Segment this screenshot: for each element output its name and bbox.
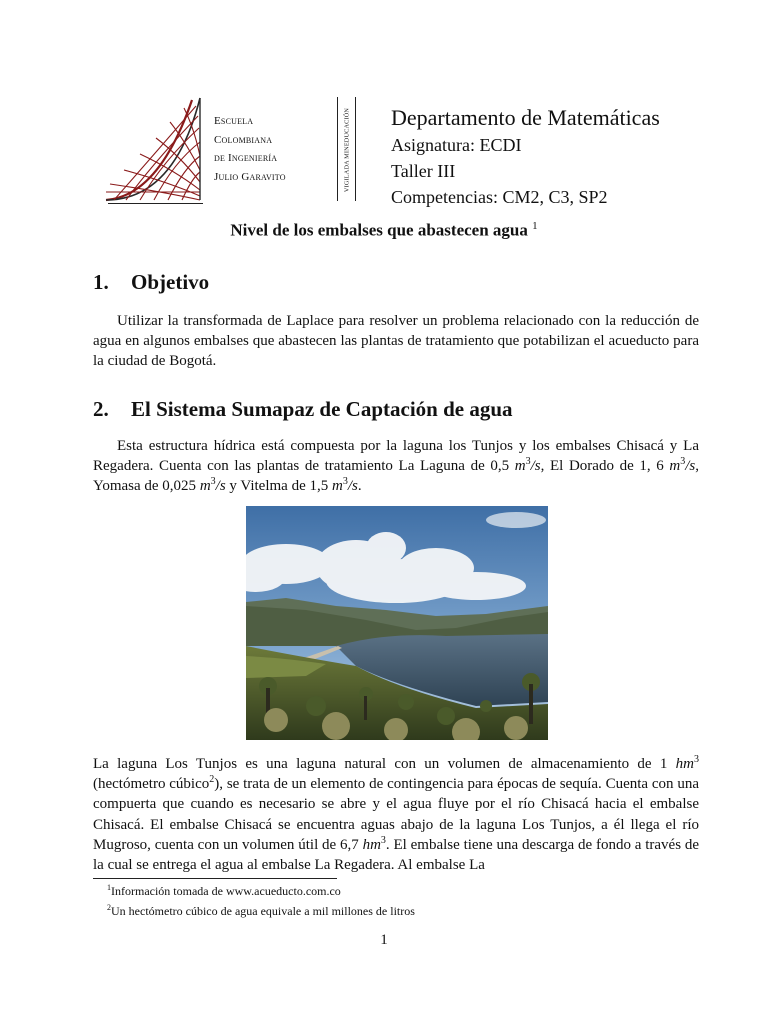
text-run: y Vitelma de 1,5 [225, 478, 332, 495]
header-divider [337, 97, 338, 201]
text-run: Esta estructura hídrica está compuesta por la laguna los Tunjos y los embalses Chisacá y La Regadera. Cuenta con las plantas de tratamiento La Laguna de 0,5 [93, 438, 699, 475]
exponent: 3 [342, 476, 348, 488]
competencies: Competencias: CM2, C3, SP2 [391, 187, 608, 207]
department-name: Departamento de Matemáticas [391, 105, 660, 130]
section-number: 2. [93, 397, 109, 421]
school-name-line: Julio Garavito [214, 170, 286, 183]
grid-curve-logo-icon [104, 96, 204, 202]
unit: /s [347, 478, 358, 495]
footnote [107, 900, 415, 920]
lake-photo [246, 506, 548, 740]
school-name-line: Escuela [214, 115, 254, 127]
text-run: ), se trata de un elemento de contingencia para épocas de sequía. Cuenta con una compuerta que cuando es necesario se abre y el agua fluye por el río Chisacá hacia el embalse Chisacá. El embalse Chisacá se encuentra aguas abajo de la laguna Los Tunjos, a él llega el río Mugroso, cuenta con un volumen útil de 6,7 [93, 776, 700, 853]
landscape-photo-icon [246, 506, 548, 740]
exponent: 3 [694, 754, 699, 765]
unit: m [199, 478, 211, 495]
exponent: 3 [680, 456, 686, 468]
page-number: 1 [380, 932, 388, 948]
unit: /s [685, 458, 696, 475]
footnote-mark: 1 [107, 883, 111, 892]
header-divider [355, 97, 356, 201]
text-run: (hectómetro cúbico [93, 776, 210, 793]
text-run: La laguna Los Tunjos es una laguna natural con un volumen de almacenamiento de 1 [93, 756, 676, 772]
header-info [391, 104, 660, 210]
unit: m [331, 478, 343, 495]
system-paragraph [93, 436, 699, 497]
school-name-line: Colombiana [214, 133, 273, 146]
objective-paragraph: Utilizar la transformada de Laplace para resolver un problema relacionado con la reducción de agua en algunos embalses que abastecen las plantas de tratamiento que potabilizan el acueducto para la ciudad de Bogotá. [93, 313, 699, 370]
school-logo [104, 96, 204, 202]
footnote-text: Información tomada de www.acueducto.com.co [111, 884, 341, 898]
footnote-rule [93, 878, 337, 879]
text-run: . [357, 478, 362, 495]
footnote-ref: 1 [532, 220, 538, 232]
text-run: , El Dorado de 1, 6 [540, 458, 670, 475]
school-name-line: de Ingeniería [214, 152, 278, 164]
footnote [107, 880, 415, 900]
section-heading-objetivo [93, 270, 209, 295]
vigilada-text: VIGILADA MINEDUCACIÓN [343, 107, 351, 193]
unit: m [669, 458, 681, 475]
document-title [0, 220, 768, 241]
section-title: Objetivo [131, 270, 210, 294]
exponent: 3 [525, 456, 531, 468]
footnotes [107, 880, 415, 919]
section-heading-sistema [93, 397, 513, 422]
footnote-text: Un hectómetro cúbico de agua equivale a mil millones de litros [111, 903, 415, 918]
lake-paragraph [93, 754, 699, 875]
footnote-ref: 2 [209, 774, 215, 786]
exponent: 3 [380, 834, 386, 846]
exponent: 3 [210, 476, 216, 488]
unit: m [514, 458, 526, 475]
workshop-name: Taller III [391, 161, 456, 181]
footnote-mark: 2 [107, 902, 111, 912]
school-name [214, 112, 286, 186]
unit: /s [530, 458, 541, 475]
vigilada-tag [340, 99, 354, 201]
title-text: Nivel de los embalses que abastecen agua [230, 220, 528, 240]
logo-underline [108, 203, 203, 204]
unit: hm [362, 836, 381, 853]
unit: hm [675, 756, 694, 772]
unit: /s [215, 478, 226, 495]
course-name: Asignatura: ECDI [391, 135, 522, 155]
text-run: , Yomasa de 0,025 [93, 458, 699, 495]
section-number: 1. [93, 270, 109, 294]
section-title: El Sistema Sumapaz de Captación de agua [131, 397, 513, 421]
text-run: . El embalse tiene una descarga de fondo a través de la cual se entrega el agua al embalse La Regadera. Al embalse La [93, 836, 699, 874]
